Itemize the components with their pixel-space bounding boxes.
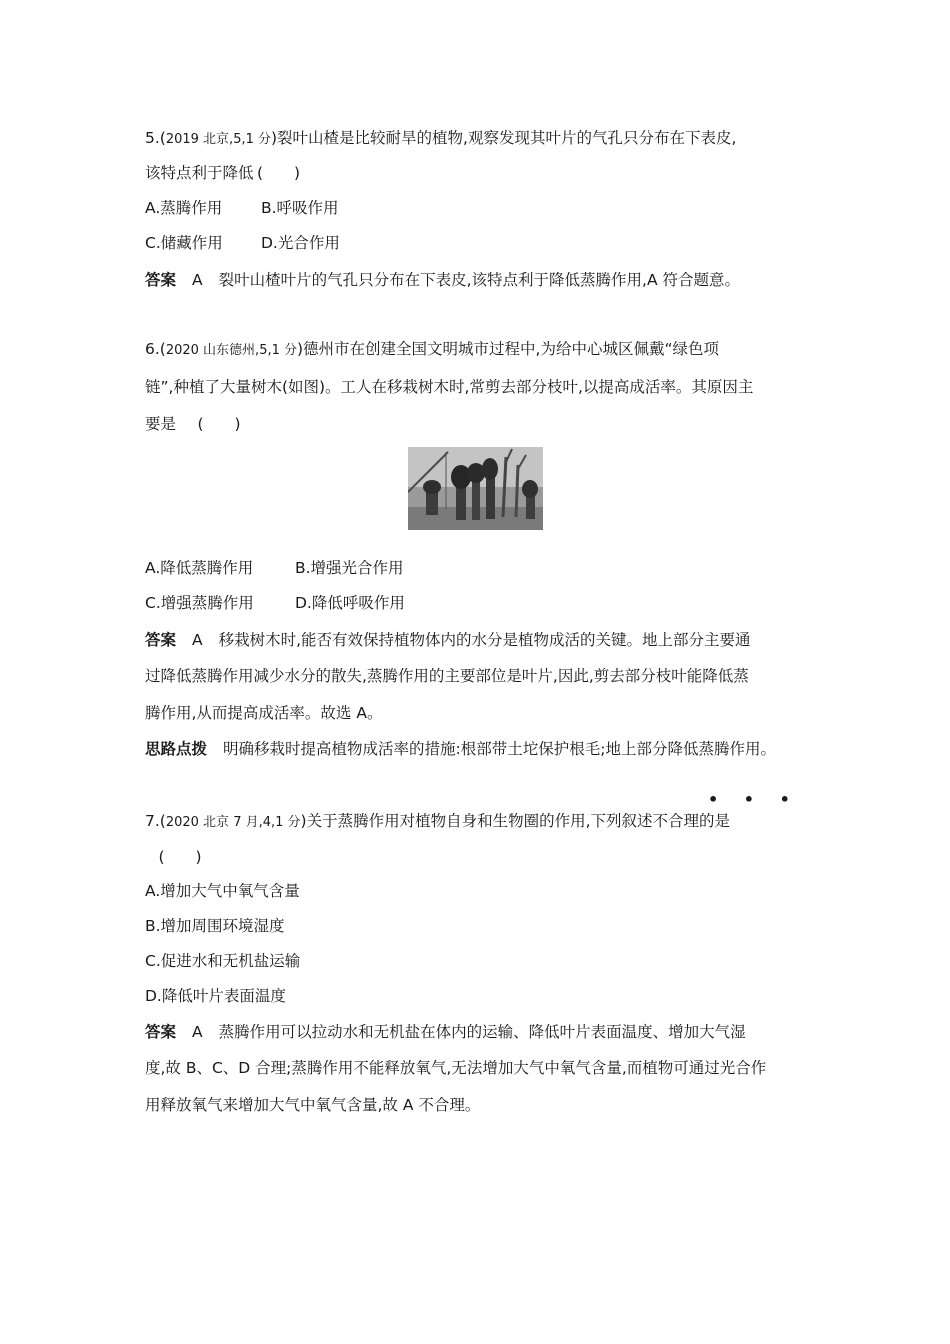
tree-photo-illustration	[408, 447, 543, 530]
q7-option-a: A.增加大气中氧气含量	[145, 882, 300, 900]
q6-source: 2020 山东德州,5,1 分	[165, 343, 297, 358]
q5-option-a: A.蒸腾作用	[145, 199, 223, 217]
q6-stem-line1: 6.(2020 山东德州,5,1 分)德州市在创建全国文明城市过程中,为给中心城区佩戴“绿色项	[145, 340, 720, 358]
q7-answer-line1: 答案 A 蒸腾作用可以拉动水和无机盐在体内的运输、降低叶片表面温度、增加大气湿	[145, 1023, 746, 1041]
tip-label: 思路点拨	[145, 740, 208, 758]
answer-paren: ( )	[256, 164, 301, 182]
answer-paren: ( )	[158, 848, 202, 866]
q6-options-row2	[145, 593, 405, 613]
q5-options-row2	[145, 233, 340, 253]
q6-option-c: C.增强蒸腾作用	[145, 594, 254, 612]
q7-paren-line	[155, 847, 205, 867]
q6-options-row1	[145, 558, 404, 578]
q6-option-b: B.增强光合作用	[295, 559, 404, 577]
q5-options-row1	[145, 198, 339, 218]
q5-option-c: C.储藏作用	[145, 234, 223, 252]
tree-transplant-photo	[408, 447, 543, 530]
q5-stem-line1: 5.(2019 北京,5,1 分)裂叶山楂是比较耐旱的植物,观察发现其叶片的气孔只分布在下表皮,	[145, 129, 737, 147]
emphasis-dots: • • •	[708, 790, 800, 809]
q6-stem-line2: 链”,种植了大量树木(如图)。工人在移栽树木时,常剪去部分枝叶,以提高成活率。其原因主	[145, 378, 754, 396]
q7-source: 2020 北京 7 月,4,1 分	[165, 815, 301, 830]
q6-answer-line1: 答案 A 移栽树木时,能否有效保持植物体内的水分是植物成活的关键。地上部分主要通	[145, 631, 751, 649]
answer-paren: ( )	[197, 415, 241, 433]
q6-stem-line3: 要是 ( )	[145, 414, 244, 434]
q5-source: 2019 北京,5,1 分	[165, 132, 271, 147]
q5-stem-line2: 该特点利于降低 ( )	[145, 163, 304, 183]
answer-label: 答案	[145, 1023, 177, 1041]
q7-option-c: C.促进水和无机盐运输	[145, 952, 301, 970]
q7-answer-line3: 用释放氧气来增加大气中氧气含量,故 A 不合理。	[145, 1096, 481, 1114]
q5-option-d: D.光合作用	[261, 234, 340, 252]
answer-label: 答案	[145, 271, 177, 289]
q6-answer-line2: 过降低蒸腾作用减少水分的散失,蒸腾作用的主要部位是叶片,因此,剪去部分枝叶能降低蒸	[145, 667, 749, 685]
answer-label: 答案	[145, 631, 177, 649]
q7-option-d: D.降低叶片表面温度	[145, 987, 286, 1005]
q5-answer: 答案 A 裂叶山楂叶片的气孔只分布在下表皮,该特点利于降低蒸腾作用,A 符合题意。	[145, 271, 741, 289]
q6-tip: 思路点拨 明确移栽时提高植物成活率的措施:根部带土坨保护根毛;地上部分降低蒸腾作用。	[145, 740, 776, 758]
q5-option-b: B.呼吸作用	[261, 199, 339, 217]
q7-option-b: B.增加周围环境湿度	[145, 917, 285, 935]
q7-answer-line2: 度,故 B、C、D 合理;蒸腾作用不能释放氧气,无法增加大气中氧气含量,而植物可通过光合作	[145, 1059, 767, 1077]
q6-option-d: D.降低呼吸作用	[295, 594, 405, 612]
q6-option-a: A.降低蒸腾作用	[145, 559, 254, 577]
q6-answer-line3: 腾作用,从而提高成活率。故选 A。	[145, 704, 383, 722]
q7-stem-line1: 7.(2020 北京 7 月,4,1 分)关于蒸腾作用对植物自身和生物圈的作用,下列叙述不合理的是	[145, 812, 731, 830]
